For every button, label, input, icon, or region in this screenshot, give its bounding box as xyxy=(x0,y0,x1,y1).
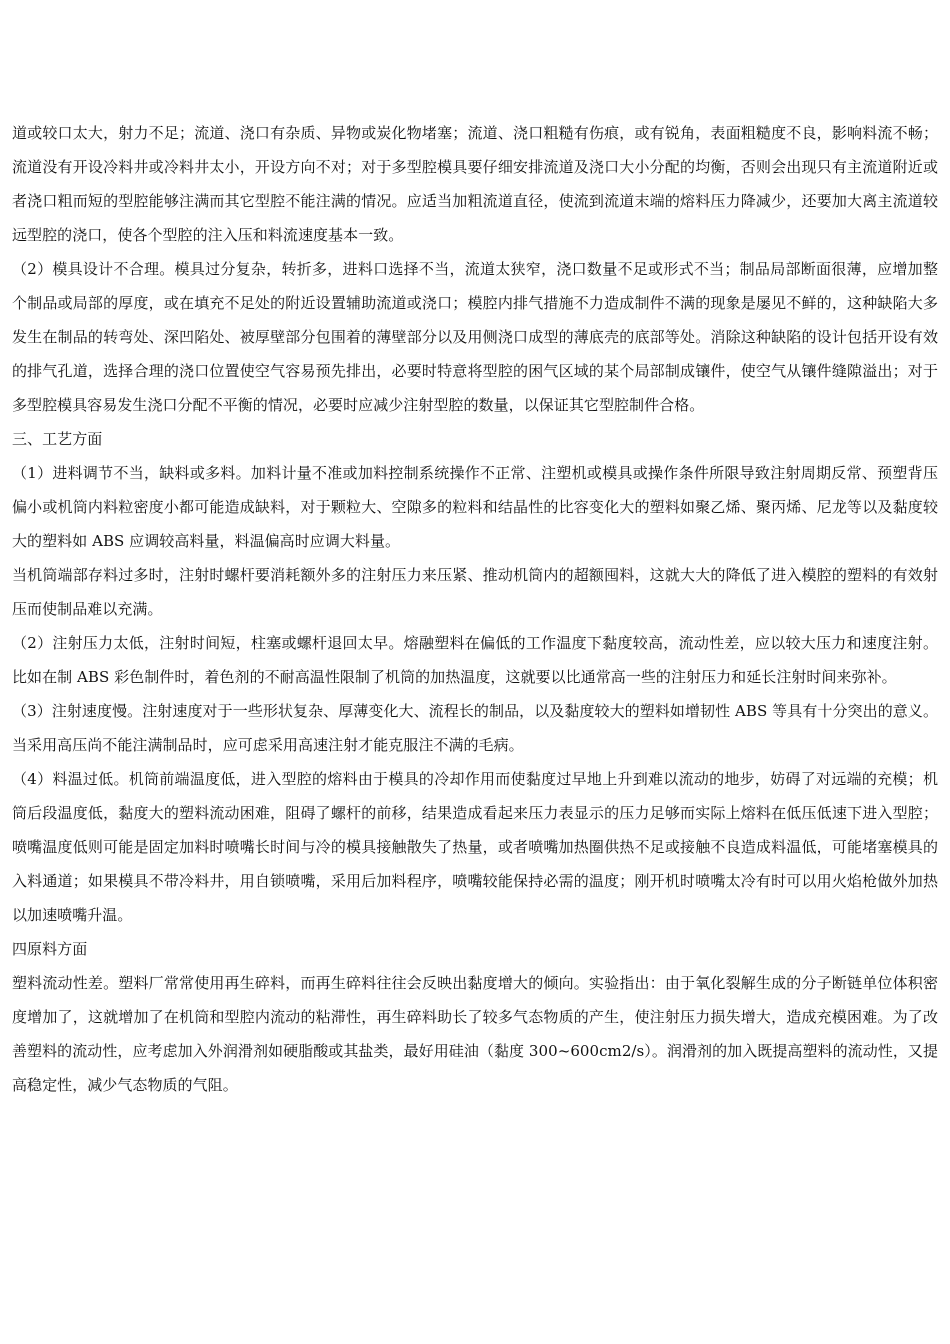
paragraph-mold-design: （2）模具设计不合理。模具过分复杂，转折多，进料口选择不当，流道太狭窄，浇口数量不足或形式不当；制品局部断面很薄，应增加整个制品或局部的厚度，或在填充不足处的附近设置辅助流道或浇口；模腔内排气措施不力造成制件不满的现象是屡见不鲜的，这种缺陷大多发生在制品的转弯处、深凹陷处、被厚壁部分包围着的薄壁部分以及用侧浇口成型的薄底壳的底部等处。消除这种缺陷的设计包括开设有效的排气孔道，选择合理的浇口位置使空气容易预先排出，必要时特意将型腔的困气区域的某个局部制成镶件，使空气从镶件缝隙溢出；对于多型腔模具容易发生浇口分配不平衡的情况，必要时应减少注射型腔的数量，以保证其它型腔制件合格。 xyxy=(12,260,938,414)
paragraph-injection-pressure: （2）注射压力太低，注射时间短，柱塞或螺杆退回太早。熔融塑料在偏低的工作温度下黏度较高，流动性差，应以较大压力和速度注射。比如在制 ABS 彩色制件时，着色剂的不耐高温性限制了机筒的加热温度，这就要以比通常高一些的注射压力和延长注射时间来弥补。 xyxy=(12,634,938,686)
paragraph-injection-speed: （3）注射速度慢。注射速度对于一些形状复杂、厚薄变化大、流程长的制品，以及黏度较大的塑料如增韧性 ABS 等具有十分突出的意义。当采用高压尚不能注满制品时，应可虑采用高速注射才能克服注不满的毛病。 xyxy=(12,702,938,754)
section-heading-process: 三、工艺方面 xyxy=(12,430,103,448)
paragraph-material-flow: 塑料流动性差。塑料厂常常使用再生碎料，而再生碎料往往会反映出黏度增大的倾向。实验指出：由于氧化裂解生成的分子断链单位体积密度增加了，这就增加了在机筒和型腔内流动的粘滞性，再生碎料助长了较多气态物质的产生，使注射压力损失增大，造成充模困难。为了改善塑料的流动性，应考虑加入外润滑剂如硬脂酸或其盐类，最好用硅油（黏度 300~600cm2/s）。润滑剂的加入既提高塑料的流动性，又提高稳定性，减少气态物质的气阻。 xyxy=(12,974,938,1094)
paragraph-material-temperature: （4）料温过低。机筒前端温度低，进入型腔的熔料由于模具的冷却作用而使黏度过早地上升到难以流动的地步，妨碍了对远端的充模；机筒后段温度低，黏度大的塑料流动困难，阻碍了螺杆的前移，结果造成看起来压力表显示的压力足够而实际上熔料在低压低速下进入型腔；喷嘴温度低则可能是固定加料时喷嘴长时间与冷的模具接触散失了热量，或者喷嘴加热圈供热不足或接触不良造成料温低，可能堵塞模具的入料通道；如果模具不带冷料井，用自锁喷嘴，采用后加料程序，喷嘴较能保持必需的温度；刚开机时喷嘴太冷有时可以用火焰枪做外加热以加速喷嘴升温。 xyxy=(12,770,938,924)
paragraph-excess-material: 当机筒端部存料过多时，注射时螺杆要消耗额外多的注射压力来压紧、推动机筒内的超额囤料，这就大大的降低了进入模腔的塑料的有效射压而使制品难以充满。 xyxy=(12,566,938,618)
section-heading-raw-material: 四原料方面 xyxy=(12,940,88,958)
paragraph-feed-adjustment: （1）进料调节不当，缺料或多料。加料计量不准或加料控制系统操作不正常、注塑机或模具或操作条件所限导致注射周期反常、预塑背压偏小或机筒内料粒密度小都可能造成缺料，对于颗粒大、空隙多的粒料和结晶性的比容变化大的塑料如聚乙烯、聚丙烯、尼龙等以及黏度较大的塑料如 ABS 应调较高料量，料温偏高时应调大料量。 xyxy=(12,464,938,550)
paragraph-runner-gate-issues: 道或较口太大，射力不足；流道、浇口有杂质、异物或炭化物堵塞；流道、浇口粗糙有伤痕，或有锐角，表面粗糙度不良，影响料流不畅；流道没有开设冷料井或冷料井太小，开设方向不对；对于多型腔模具要仔细安排流道及浇口大小分配的均衡，否则会出现只有主流道附近或者浇口粗而短的型腔能够注满而其它型腔不能注满的情况。应适当加粗流道直径，使流到流道末端的熔料压力降减少，还要加大离主流道较远型腔的浇口，使各个型腔的注入压和料流速度基本一致。 xyxy=(12,124,938,244)
document-page xyxy=(12,116,938,1102)
